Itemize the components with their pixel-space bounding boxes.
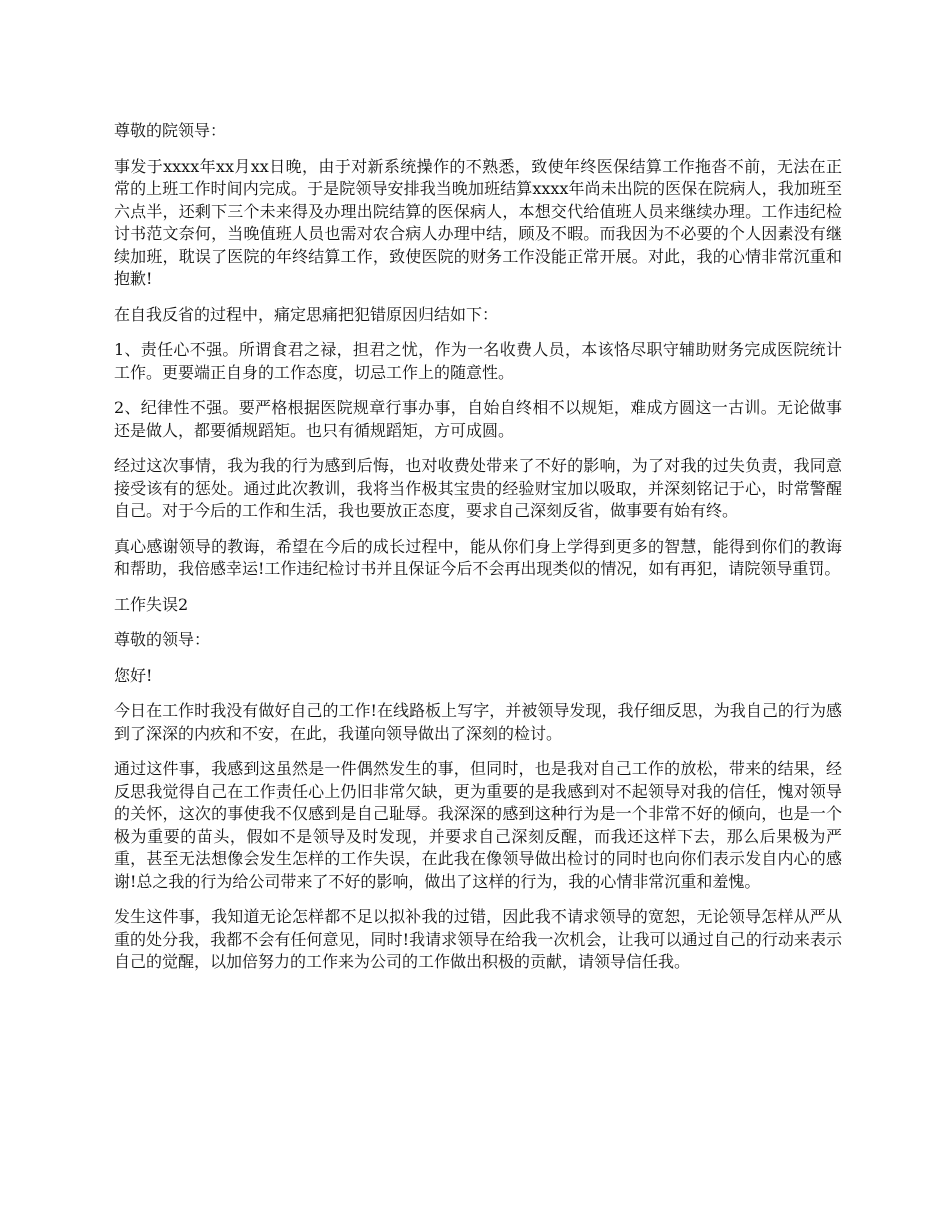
gratitude-paragraph: 真心感谢领导的教诲，希望在今后的成长过程中，能从你们身上学得到更多的智慧，能得到你们的教诲和帮助，我倍感幸运!工作违纪检讨书并且保证今后不会再出现类似的情况，如有再犯，请院领导重罚。 bbox=[114, 536, 842, 578]
closing-paragraph: 发生这件事，我知道无论怎样都不足以拟补我的过错，因此我不请求领导的宽恕，无论领导怎样从严从重的处分我，我都不会有任何意见，同时!我请求领导在给我一次机会，让我可以通过自己的行动来表示自己的觉醒，以加倍努力的工作来为公司的工作做出积极的贡献，请领导信任我。 bbox=[114, 907, 842, 971]
reflection-paragraph-2: 通过这件事，我感到这虽然是一件偶然发生的事，但同时，也是我对自己工作的放松，带来的结果，经反思我觉得自己在工作责任心上仍旧非常欠缺，更为重要的是我感到对不起领导对我的信任，愧对领导的关怀，这次的事使我不仅感到是自己耻辱。我深深的感到这种行为是一个非常不好的倾向，也是一个极为重要的苗头，假如不是领导及时发现，并要求自己深刻反醒，而我还这样下去，那么后果极为严重，甚至无法想像会发生怎样的工作失误，在此我在像领导做出检讨的同时也向你们表示发自内心的感谢!总之我的行为给公司带来了不好的影响，做出了这样的行为，我的心情非常沉重和羞愧。 bbox=[114, 759, 842, 891]
section-title: 工作失误2 bbox=[114, 594, 189, 614]
incident-paragraph: 事发于xxxx年xx月xx日晚，由于对新系统操作的不熟悉，致使年终医保结算工作拖沓不前，无法在正常的上班工作时间内完成。于是院领导安排我当晚加班结算xxxx年尚未出院的医保在院病人，我加班至六点半，还剩下三个未来得及办理出院结算的医保病人，本想交代给值班人员来继续办理。工作违纪检讨书范文奈何，当晚值班人员也需对农合病人办理中结，顾及不暇。而我因为不必要的个人因素没有继续加班，耽误了医院的年终结算工作，致使医院的财务工作没能正常开展。对此，我的心情非常沉重和抱歉! bbox=[114, 156, 842, 288]
salutation: 尊敬的院领导： bbox=[114, 121, 227, 140]
consequence-paragraph: 经过这次事情，我为我的行为感到后悔，也对收费处带来了不好的影响，为了对我的过失负责，我同意接受该有的惩处。通过此次教训，我将当作极其宝贵的经验财宝加以吸取，并深刻铭记于心，时常警醒自己。对于今后的工作和生活，我也要放正态度，要求自己深刻反省，做事要有始有终。 bbox=[114, 456, 842, 520]
reason-item-2: 2、纪律性不强。要严格根据医院规章行事办事，自始自终相不以规矩，难成方圆这一古训。无论做事还是做人，都要循规蹈矩。也只有循规蹈矩，方可成圆。 bbox=[114, 398, 842, 440]
reflection-intro: 在自我反省的过程中，痛定思痛把犯错原因归结如下： bbox=[114, 304, 499, 324]
reason-item-1: 1、责任心不强。所谓食君之禄，担君之忧，作为一名收费人员，本该恪尽职守辅助财务完成医院统计工作。更要端正自身的工作态度，切忌工作上的随意性。 bbox=[114, 340, 842, 382]
document-page bbox=[114, 120, 842, 987]
incident-paragraph-2: 今日在工作时我没有做好自己的工作!在线路板上写字，并被领导发现，我仔细反思，为我自己的行为感到了深深的内疚和不安，在此，我谨向领导做出了深刻的检讨。 bbox=[114, 701, 842, 743]
salutation-2: 尊敬的领导： bbox=[114, 630, 211, 649]
greeting: 您好! bbox=[114, 665, 153, 685]
